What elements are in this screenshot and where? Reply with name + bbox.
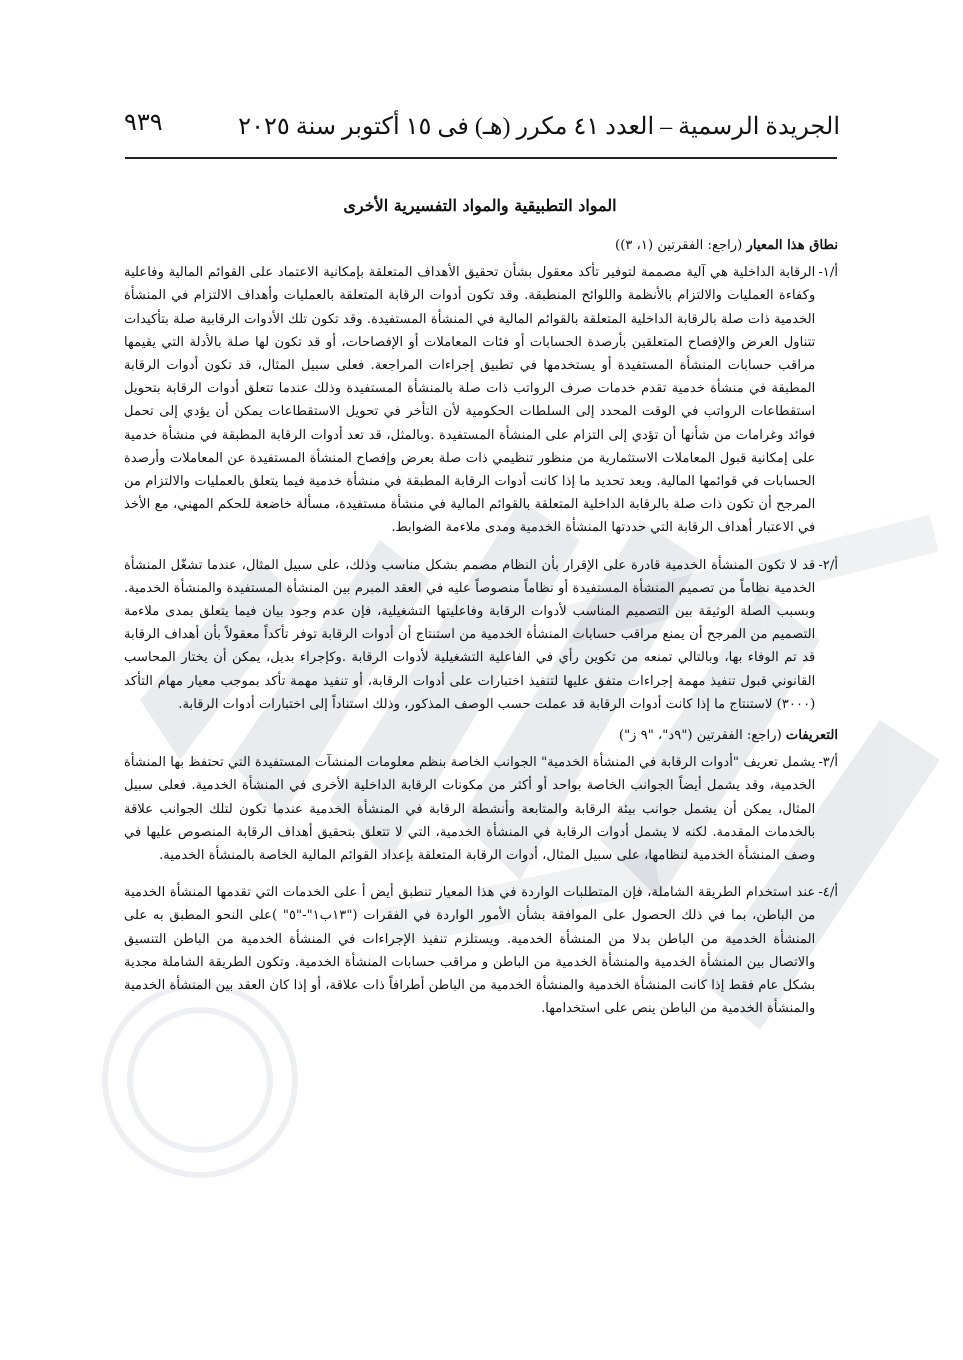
paragraph-text: يشمل تعريف "أدوات الرقابة في المنشأة الخدمية" الجوانب الخاصة بنظم معلومات المنشآت المستفيدة التي تحتفظ بها المنشأة الخدمية، وقد يشمل أيضاً الجوانب الخاصة بواحد أو أكثر من مكونات الرقابة الداخلية الأخرى في المنشأة الخدمية. فعلى سبيل المثال، يمكن أن يشمل جوانب بيئة الرقابة والمتابعة وأنشطة الرقابة في المنشأة الخدمية عندما تكون لتلك الجوانب علاقة بالخدمات المقدمة. لكنه لا يشمل أدوات الرقابة في المنشأة الخدمية، التي لا تتعلق بتحقيق أهداف الرقابة المنصوص عليها في وصف المنشأة الخدمية لنظامها، على سبيل المثال، أدوات الرقابة المتعلقة بإعداد القوائم المالية الخاصة بالمنشأة الخدمية. <box>124 755 816 864</box>
paragraph-number: أ/٢- <box>818 557 838 573</box>
page-number: ٩٣٩ <box>124 110 163 136</box>
definitions-label: التعريفات <box>785 728 838 744</box>
paragraph-a4 <box>124 881 838 1020</box>
definitions-ref: (راجع: الفقرتين ("٩د"، "٩ ز") <box>618 728 782 744</box>
paragraph-number: أ/٣- <box>818 755 838 771</box>
document-body <box>124 234 838 1035</box>
paragraph-text: الرقابة الداخلية هي آلية مصممة لتوفير تأكد معقول بشأن تحقيق الأهداف المتعلقة بإمكانية الاعتماد على القوائم المالية وفاعلية وكفاءة العمليات والالتزام بالأنظمة واللوائح المنطبقة. وقد تكون أدوات الرقابة المتعلقة بالعمليات وأهداف الالتزام في المنشأة الخدمية ذات صلة بالرقابة الداخلية المتعلقة بالقوائم المالية في المنشأة المستفيدة. وقد تكون تلك الأدوات الرقابية صلة بتأكيدات تتناول العرض والإفصاح المتعلقين بأرصدة الحسابات أو فئات المعاملات أو الإفصاحات، أو قد تكون لها صلة بالأدلة التي يقيمها مراقب حسابات المنشأة المستفيدة أو يستخدمها في تطبيق إجراءات المراجعة. فعلى سبيل المثال، قد تكون أدوات الرقابة المطبقة في منشأة خدمية تقدم خدمات صرف الرواتب ذات صلة بالمنشأة المستفيدة وذلك عندما تتعلق أدوات الرقابة بتحويل استقطاعات الرواتب في الوقت المحدد إلى السلطات الحكومية لأن التأخر في تحويل الاستقطاعات يمكن أن يؤدي إلى تحمل فوائد وغرامات من شأنها أن تؤدي إلى التزام على المنشأة المستفيدة .وبالمثل، قد تعد أدوات الرقابة المطبقة في منشأة خدمية على إمكانية قبول المعاملات الاستثمارية من منظور تنظيمي ذات صلة بعرض وإفصاح المنشأة المستفيدة عن المعاملات وأرصدة الحسابات في قوائمها المالية. ويعد تحديد ما إذا كانت أدوات الرقابة المطبقة في منشأة خدمية فيما يتعلق بالعمليات والالتزام من المرجح أن تكون ذات صلة بالرقابة الداخلية المتعلقة بالقوائم المالية في منشأة مستفيدة، مسألة خاضعة للحكم المهني، مع الأخذ في الاعتبار أهداف الرقابة التي حددتها المنشأة الخدمية ومدى ملاءمة الضوابط. <box>124 265 816 536</box>
paragraph-text: قد لا تكون المنشأة الخدمية قادرة على الإقرار بأن النظام مصمم بشكل مناسب وذلك، على سبيل المثال، عندما تشغّل المنشأة الخدمية نظاماً من تصميم المنشأة المستفيدة أو نظاماً منصوصاً عليه في العقد المبرم بين المنشأة المستفيدة والمنشأة الخدمية. وبسبب الصلة الوثيقة بين التصميم المناسب لأدوات الرقابة وفاعليتها التشغيلية، فإن عدم وجود بيان فيما يتعلق بمدى ملاءمة التصميم من المرجح أن يمنع مراقب حسابات المنشأة الخدمية من استنتاج أن أدوات الرقابة توفر تأكداً معقولاً بأن أهداف الرقابة قد تم الوفاء بها، وبالتالي تمنعه من تكوين رأي في الفاعلية التشغيلية لأدوات الرقابة .وكإجراء بديل، يمكن أن يختار المحاسب القانوني قبول تنفيذ مهمة إجراءات متفق عليها لتنفيذ اختبارات على أدوات الرقابة، أو تنفيذ مهمة تأكد بموجب معيار مهام التأكد (٣٠٠٠) لاستنتاج ما إذا كانت أدوات الرقابة قد عملت حسب الوصف المذكور، وذلك استناداً إلى اختبارات أدوات الرقابة. <box>124 557 816 712</box>
gazette-title: الجريدة الرسمية – العدد ٤١ مكرر (هـ) فى ١٥ أكتوبر سنة ٢٠٢٥ <box>238 114 840 140</box>
header-rule <box>125 157 837 159</box>
paragraph-a2 <box>124 554 838 716</box>
scope-ref: (راجع: الفقرتين (١، ٣)) <box>615 238 743 253</box>
paragraph-a1 <box>124 261 838 539</box>
section-title: المواد التطبيقية والمواد التفسيرية الأخرى <box>343 196 617 215</box>
paragraph-number: أ/١- <box>818 265 838 281</box>
scope-label: نطاق هذا المعيار <box>746 238 838 253</box>
definitions-heading <box>124 724 838 747</box>
paragraph-a3 <box>124 751 838 867</box>
scope-heading <box>124 234 838 257</box>
page-header <box>120 108 840 148</box>
paragraph-text: عند استخدام الطريقة الشاملة، فإن المتطلبات الواردة في هذا المعيار تنطبق أيض أ على الخدمات التي تقدمها المنشأة الخدمية من الباطن، بما في ذلك الحصول على الموافقة بشأن الأمور الواردة في الفقرات ("١٣ب١"-"٥" )على النحو المطبق به على المنشأة الخدمية من الباطن بدلا من المنشأة الخدمية. ويستلزم تنفيذ الإجراءات في المنشأة الخدمية من الباطن التنسيق والاتصال بين المنشأة الخدمية والمنشأة الخدمية من الباطن و مراقب حسابات المنشأة الخدمية. وتكون الطريقة الشاملة مجدية بشكل عام فقط إذا كانت المنشأة الخدمية والمنشأة الخدمية من الباطن أطرافاً ذات علاقة، أو إذا كان العقد بين المنشأة الخدمية والمنشأة الخدمية من الباطن ينص على استخدامها. <box>124 885 816 1017</box>
paragraph-number: أ/٤- <box>818 885 838 901</box>
